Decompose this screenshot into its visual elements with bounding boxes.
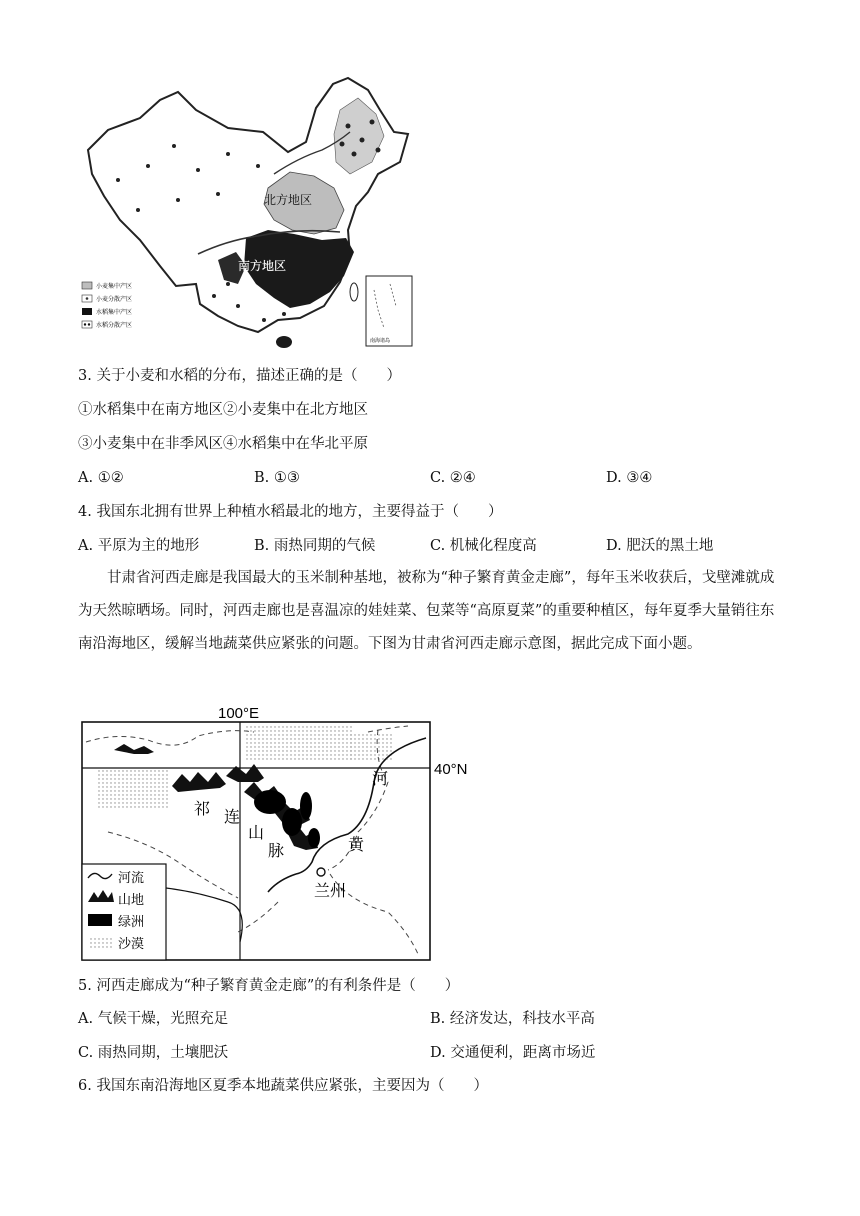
svg-text:绿洲: 绿洲 bbox=[118, 915, 145, 930]
china-map-legend bbox=[82, 282, 132, 329]
hexi-corridor-map bbox=[78, 702, 478, 964]
q4-stem: 4. 我国东北拥有世界上种植水稻最北的地方，主要得益于（ ） bbox=[78, 504, 503, 520]
q4-option-a[interactable]: A. 平原为主的地形 bbox=[78, 538, 200, 554]
lanzhou-city-marker bbox=[317, 868, 325, 876]
q3-option-b[interactable]: B. ①③ bbox=[254, 470, 300, 486]
q3-stem: 3. 关于小麦和水稻的分布，描述正确的是（ ） bbox=[78, 368, 401, 384]
q4-option-c[interactable]: C. 机械化程度高 bbox=[430, 538, 537, 554]
rice-concentrated-icon bbox=[82, 308, 92, 315]
china-map-svg bbox=[78, 70, 418, 352]
desert-icon bbox=[88, 936, 112, 948]
q4-option-d[interactable]: D. 肥沃的黑土地 bbox=[606, 538, 714, 554]
taiwan-island bbox=[350, 283, 358, 301]
svg-text:沙漠: 沙漠 bbox=[118, 937, 145, 952]
q5-stem: 5. 河西走廊成为“种子繁育黄金走廊”的有利条件是（ ） bbox=[78, 978, 460, 994]
hainan-island bbox=[276, 336, 292, 348]
svg-text:水稻分散产区: 水稻分散产区 bbox=[96, 322, 133, 329]
river-char-he: 河 bbox=[372, 769, 389, 788]
svg-text:河流: 河流 bbox=[118, 871, 145, 886]
q4-option-b[interactable]: B. 雨热同期的气候 bbox=[254, 538, 376, 554]
passage-text: 甘肃省河西走廊是我国最大的玉米制种基地，被称为“种子繁育黄金走廊”，每年玉米收获后，戈壁滩就成为天然晾晒场。同时，河西走廊也是喜温凉的娃娃菜、包菜等“高原夏菜”的重要种植区，每年夏季大量销往东南沿海地区，缓解当地蔬菜供应紧张的问题。下图为甘肃省河西走廊示意图，据此完成下面小题。 bbox=[78, 570, 775, 652]
q3-statements-2: ③小麦集中在非季风区④水稻集中在华北平原 bbox=[78, 436, 368, 452]
q3-option-c[interactable]: C. ②④ bbox=[430, 470, 476, 486]
range-char-qi: 祁 bbox=[194, 799, 211, 818]
svg-text:水稻集中产区: 水稻集中产区 bbox=[96, 309, 133, 316]
svg-text:山地: 山地 bbox=[118, 893, 145, 908]
lon-label: 100°E bbox=[218, 705, 260, 722]
range-char-shan: 山 bbox=[248, 823, 265, 842]
q5-option-b[interactable]: B. 经济发达，科技水平高 bbox=[430, 1011, 595, 1027]
q3-option-d[interactable]: D. ③④ bbox=[606, 470, 653, 486]
lat-label: 40°N bbox=[434, 761, 468, 778]
q3-statements-1: ①水稻集中在南方地区②小麦集中在北方地区 bbox=[78, 402, 368, 418]
range-char-mai: 脉 bbox=[268, 841, 285, 860]
svg-text:小麦集中产区: 小麦集中产区 bbox=[96, 283, 133, 290]
svg-text:南海诸岛: 南海诸岛 bbox=[370, 338, 391, 344]
q5-option-d[interactable]: D. 交通便利，距离市场近 bbox=[430, 1045, 596, 1061]
label-south-region: 南方地区 bbox=[238, 259, 287, 273]
q3-option-a[interactable]: A. ①② bbox=[78, 470, 124, 486]
hexi-legend bbox=[82, 864, 166, 960]
hexi-map-svg bbox=[78, 702, 478, 964]
q5-option-c[interactable]: C. 雨热同期，土壤肥沃 bbox=[78, 1045, 229, 1061]
river-char-huang: 黄 bbox=[348, 835, 365, 854]
oasis-icon bbox=[88, 914, 112, 926]
wheat-concentrated-icon bbox=[82, 282, 92, 289]
china-crop-map bbox=[78, 70, 418, 352]
lanzhou-label: 兰州 bbox=[314, 881, 347, 900]
south-china-sea-inset bbox=[366, 276, 412, 346]
svg-text:小麦分散产区: 小麦分散产区 bbox=[96, 296, 133, 303]
label-north-region: 北方地区 bbox=[264, 193, 313, 207]
rice-scattered-icon bbox=[82, 321, 92, 328]
q5-option-a[interactable]: A. 气候干燥，光照充足 bbox=[78, 1011, 229, 1027]
range-char-lian: 连 bbox=[224, 807, 241, 826]
q6-stem: 6. 我国东南沿海地区夏季本地蔬菜供应紧张，主要因为（ ） bbox=[78, 1078, 488, 1094]
